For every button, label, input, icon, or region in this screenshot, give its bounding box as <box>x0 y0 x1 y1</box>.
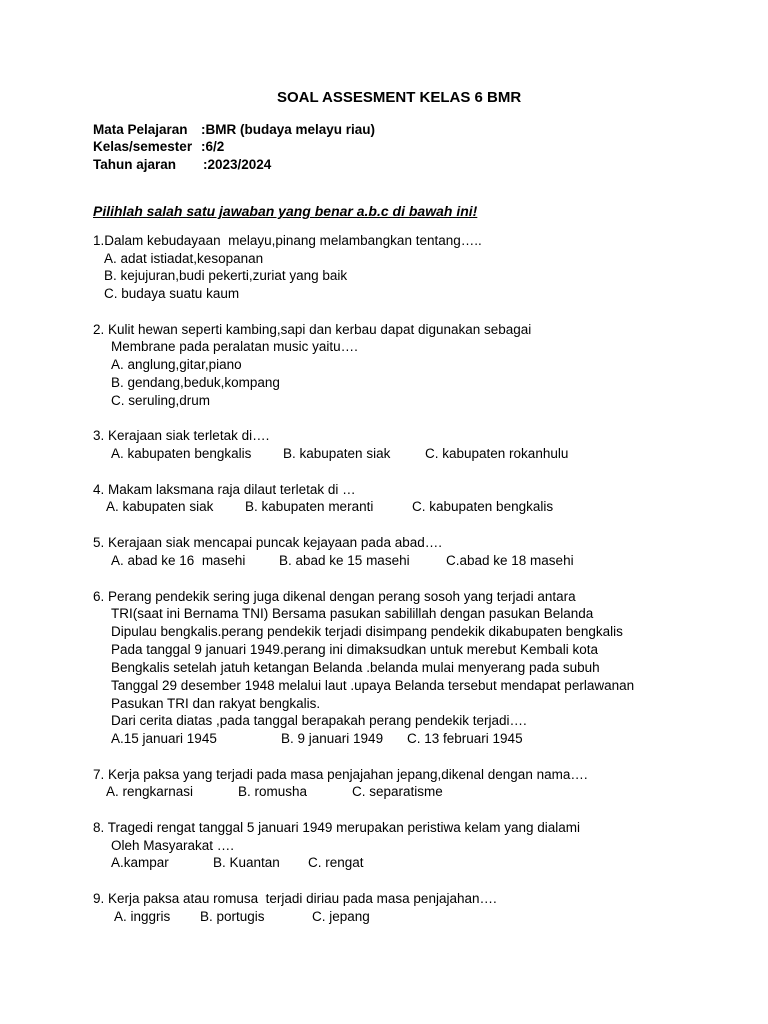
question-5-line-1: 5. Kerajaan siak mencapai puncak kejayaan pada abad…. <box>93 535 442 550</box>
question-9-option-b: B. portugis <box>200 909 265 924</box>
question-2-line-2: Membrane pada peralatan music yaitu…. <box>111 339 358 354</box>
question-2-line-1: 2. Kulit hewan seperti kambing,sapi dan kerbau dapat digunakan sebagai <box>93 322 532 337</box>
question-6-option-c: C. 13 februari 1945 <box>407 731 523 746</box>
question-7-option-c: C. separatisme <box>352 784 443 799</box>
question-3-option-a: A. kabupaten bengkalis <box>111 446 252 461</box>
question-6-line-1: 6. Perang pendekik sering juga dikenal dengan perang sosoh yang terjadi antara <box>93 589 576 604</box>
question-6-line-3: Dipulau bengkalis.perang pendekik terjadi disimpang pendekik dikabupaten bengkalis <box>111 624 623 639</box>
question-2-option-b: B. gendang,beduk,kompang <box>111 375 280 390</box>
question-3-option-b: B. kabupaten siak <box>283 446 391 461</box>
question-4-option-b: B. kabupaten meranti <box>245 499 374 514</box>
question-9-option-a: A. inggris <box>114 909 171 924</box>
subject-label: Mata Pelajaran <box>93 122 188 137</box>
question-4-option-a: A. kabupaten siak <box>106 499 214 514</box>
year-label: Tahun ajaran <box>93 157 177 172</box>
question-7-option-b: B. romusha <box>238 784 308 799</box>
question-6-line-6: Tanggal 29 desember 1948 melalui laut .upaya Belanda tersebut mendapat perlawanan <box>111 678 635 693</box>
question-4-option-c: C. kabupaten bengkalis <box>412 499 554 514</box>
class-value: :6/2 <box>201 139 225 154</box>
question-4-line-1: 4. Makam laksmana raja dilaut terletak di … <box>93 482 356 497</box>
question-5-option-b: B. abad ke 15 masehi <box>279 553 410 568</box>
question-5-option-a: A. abad ke 16 masehi <box>111 553 246 568</box>
question-3-option-c: C. kabupaten rokanhulu <box>425 446 569 461</box>
question-6-line-7: Pasukan TRI dan rakyat bengkalis. <box>111 696 321 711</box>
question-6-line-5: Bengkalis setelah jatuh ketangan Belanda .belanda mulai menyerang pada subuh <box>111 660 600 675</box>
class-label: Kelas/semester <box>93 139 193 154</box>
document-title: SOAL ASSESMENT KELAS 6 BMR <box>277 89 522 106</box>
question-5-option-c: C.abad ke 18 masehi <box>446 553 574 568</box>
question-9-line-1: 9. Kerja paksa atau romusa terjadi diriau pada masa penjajahan…. <box>93 891 497 906</box>
subject-value: :BMR (budaya melayu riau) <box>201 122 376 137</box>
question-8-line-1: 8. Tragedi rengat tanggal 5 januari 1949 merupakan peristiwa kelam yang dialami <box>93 820 581 835</box>
question-6-line-8: Dari cerita diatas ,pada tanggal berapakah perang pendekik terjadi…. <box>111 713 527 728</box>
question-8-option-b: B. Kuantan <box>213 855 280 870</box>
question-2-option-c: C. seruling,drum <box>111 393 211 408</box>
question-6-line-4: Pada tanggal 9 januari 1949.perang ini dimaksudkan untuk merebut Kembali kota <box>111 642 599 657</box>
question-2-option-a: A. anglung,gitar,piano <box>111 357 242 372</box>
question-1-option-b: B. kejujuran,budi pekerti,zuriat yang baik <box>104 268 348 283</box>
question-1-line-1: 1.Dalam kebudayaan melayu,pinang melambangkan tentang….. <box>93 233 482 248</box>
question-6-line-2: TRI(saat ini Bernama TNI) Bersama pasukan sabilillah dengan pasukan Belanda <box>111 606 594 621</box>
question-7-option-a: A. rengkarnasi <box>106 784 194 799</box>
question-8-line-2: Oleh Masyarakat …. <box>111 838 235 853</box>
question-1-option-c: C. budaya suatu kaum <box>104 286 240 301</box>
question-8-option-a: A.kampar <box>111 855 169 870</box>
instruction: Pilihlah salah satu jawaban yang benar a.b.c di bawah ini! <box>93 203 478 219</box>
question-8-option-c: C. rengat <box>308 855 364 870</box>
question-3-line-1: 3. Kerajaan siak terletak di…. <box>93 428 270 443</box>
question-7-line-1: 7. Kerja paksa yang terjadi pada masa penjajahan jepang,dikenal dengan nama…. <box>93 767 588 782</box>
year-value: :2023/2024 <box>203 157 272 172</box>
question-9-option-c: C. jepang <box>312 909 370 924</box>
question-6-option-a: A.15 januari 1945 <box>111 731 217 746</box>
question-6-option-b: B. 9 januari 1949 <box>281 731 384 746</box>
question-1-option-a: A. adat istiadat,kesopanan <box>104 251 264 266</box>
